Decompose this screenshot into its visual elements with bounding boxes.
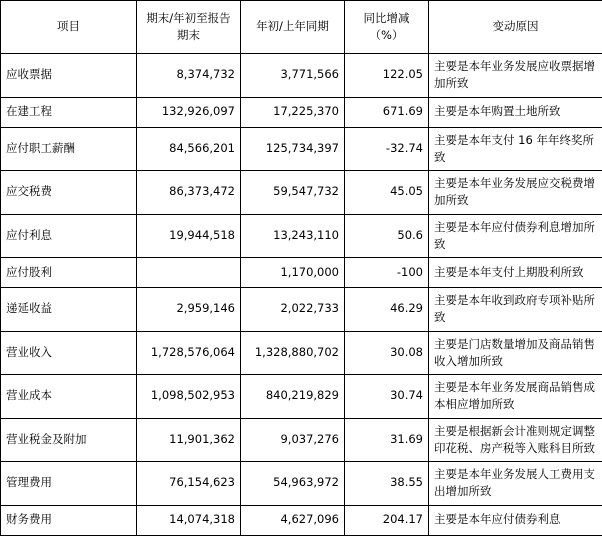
- cell-reason: 主要是根据新会计准则规定调整印花税、房产税等入账科目所致: [429, 418, 602, 462]
- table-row: [1, 214, 602, 258]
- cell-item: 应付股利: [1, 258, 137, 288]
- cell-item: 财务费用: [1, 505, 137, 535]
- cell-period-end: 132,926,097: [137, 97, 241, 127]
- cell-reason: 主要是本年业务发展人工费用支出增加所致: [429, 462, 602, 506]
- cell-reason: 主要是本年支付上期股利所致: [429, 258, 602, 288]
- cell-yoy-change: 38.55: [345, 462, 429, 506]
- table-row: [1, 171, 602, 215]
- cell-period-end: 19,944,518: [137, 214, 241, 258]
- cell-yoy-change: 31.69: [345, 418, 429, 462]
- table-row: [1, 288, 602, 332]
- column-header-period-start: 年初/上年同期: [241, 1, 345, 54]
- cell-period-end: 76,154,623: [137, 462, 241, 506]
- cell-period-end: 86,373,472: [137, 171, 241, 215]
- table-row: [1, 375, 602, 419]
- cell-yoy-change: 45.05: [345, 171, 429, 215]
- table-body: [1, 54, 602, 536]
- column-header-item: 项目: [1, 1, 137, 54]
- table-row: [1, 418, 602, 462]
- cell-item: 营业收入: [1, 331, 137, 375]
- cell-item: 营业税金及附加: [1, 418, 137, 462]
- cell-period-start: 59,547,732: [241, 171, 345, 215]
- cell-item: 管理费用: [1, 462, 137, 506]
- cell-reason: 主要是本年应付债券利息增加所致: [429, 214, 602, 258]
- cell-yoy-change: 30.74: [345, 375, 429, 419]
- cell-period-start: 1,328,880,702: [241, 331, 345, 375]
- cell-period-start: 54,963,972: [241, 462, 345, 506]
- cell-period-start: 2,022,733: [241, 288, 345, 332]
- column-header-period-end: 期末/年初至报告期末: [137, 1, 241, 54]
- cell-reason: 主要是本年应付债券利息: [429, 505, 602, 535]
- cell-item: 应付职工薪酬: [1, 127, 137, 171]
- cell-reason: 主要是本年支付 16 年年终奖所致: [429, 127, 602, 171]
- cell-period-start: 1,170,000: [241, 258, 345, 288]
- cell-item: 应付利息: [1, 214, 137, 258]
- cell-item: 营业成本: [1, 375, 137, 419]
- cell-yoy-change: 50.6: [345, 214, 429, 258]
- cell-item: 应收票据: [1, 54, 137, 98]
- cell-yoy-change: 30.08: [345, 331, 429, 375]
- cell-reason: 主要是本年业务发展应收票据增加所致: [429, 54, 602, 98]
- cell-period-start: 3,771,566: [241, 54, 345, 98]
- cell-reason: 主要是本年业务发展商品销售成本相应增加所致: [429, 375, 602, 419]
- table-row: [1, 97, 602, 127]
- table-row: [1, 127, 602, 171]
- cell-period-end: 84,566,201: [137, 127, 241, 171]
- cell-period-end: 1,098,502,953: [137, 375, 241, 419]
- column-header-yoy-change: 同比增减（%）: [345, 1, 429, 54]
- table-row: [1, 331, 602, 375]
- cell-period-end: 8,374,732: [137, 54, 241, 98]
- header-row: [1, 1, 602, 54]
- cell-period-end: [137, 258, 241, 288]
- cell-period-start: 125,734,397: [241, 127, 345, 171]
- column-header-reason: 变动原因: [429, 1, 602, 54]
- cell-item: 在建工程: [1, 97, 137, 127]
- cell-reason: 主要是门店数量增加及商品销售收入增加所致: [429, 331, 602, 375]
- cell-yoy-change: 46.29: [345, 288, 429, 332]
- cell-yoy-change: -32.74: [345, 127, 429, 171]
- table-row: [1, 258, 602, 288]
- cell-yoy-change: 671.69: [345, 97, 429, 127]
- cell-period-start: 9,037,276: [241, 418, 345, 462]
- cell-period-start: 13,243,110: [241, 214, 345, 258]
- cell-item: 递延收益: [1, 288, 137, 332]
- cell-reason: 主要是本年购置土地所致: [429, 97, 602, 127]
- cell-reason: 主要是本年收到政府专项补贴所致: [429, 288, 602, 332]
- cell-reason: 主要是本年业务发展应交税费增加所致: [429, 171, 602, 215]
- cell-yoy-change: -100: [345, 258, 429, 288]
- cell-period-start: 840,219,829: [241, 375, 345, 419]
- table-row: [1, 54, 602, 98]
- cell-period-end: 1,728,576,064: [137, 331, 241, 375]
- cell-period-end: 11,901,362: [137, 418, 241, 462]
- cell-period-end: 14,074,318: [137, 505, 241, 535]
- cell-period-start: 4,627,096: [241, 505, 345, 535]
- table-header: [1, 1, 602, 54]
- cell-yoy-change: 204.17: [345, 505, 429, 535]
- cell-period-start: 17,225,370: [241, 97, 345, 127]
- cell-period-end: 2,959,146: [137, 288, 241, 332]
- cell-yoy-change: 122.05: [345, 54, 429, 98]
- cell-item: 应交税费: [1, 171, 137, 215]
- table-row: [1, 462, 602, 506]
- table-row: [1, 505, 602, 535]
